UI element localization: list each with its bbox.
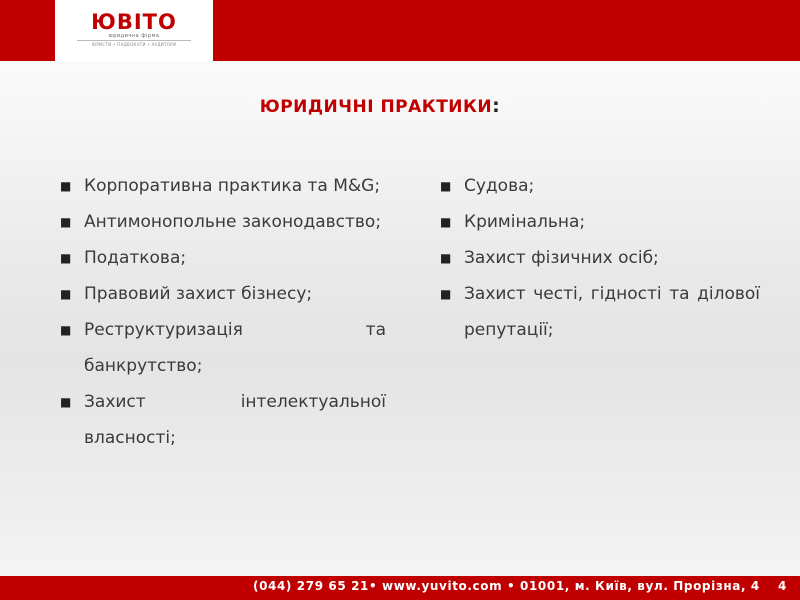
- logo-divider: [77, 40, 191, 41]
- logo-name: ЮВІТО: [91, 10, 177, 34]
- bullet-icon: ■: [60, 179, 72, 193]
- list-item-text: Корпоративна практика та M&G;: [84, 176, 381, 196]
- list-item: [60, 312, 386, 384]
- bullet-icon: ■: [440, 179, 452, 193]
- slide-title-text: ЮРИДИЧНІ ПРАКТИКИ: [259, 97, 493, 117]
- list-item: [440, 276, 760, 348]
- list-item-text: Судова;: [464, 176, 535, 196]
- bullet-icon: ■: [60, 287, 72, 301]
- bullet-icon: ■: [60, 395, 72, 409]
- list-item-text: Захист фізичних осіб;: [464, 248, 659, 268]
- list-item: [440, 240, 760, 276]
- bullet-icon: ■: [60, 215, 72, 229]
- list-item-text: Кримінальна;: [464, 212, 586, 232]
- list-item: [60, 240, 386, 276]
- list-item: [60, 384, 386, 456]
- bullet-icon: ■: [60, 251, 72, 265]
- logo-subtitle: юридична фірма: [108, 33, 160, 39]
- list-item-text: Правовий захист бізнесу;: [84, 284, 313, 304]
- list-item: [60, 168, 386, 204]
- list-item: [440, 168, 760, 204]
- slide-title: [0, 95, 760, 117]
- list-item-text: Антимонопольне законодавство;: [84, 212, 382, 232]
- footer-band: [0, 576, 800, 600]
- list-item: [60, 276, 386, 312]
- slide-title-colon: :: [492, 95, 501, 117]
- practice-list-right: [440, 168, 760, 348]
- list-item: [440, 204, 760, 240]
- bullet-icon: ■: [440, 287, 452, 301]
- bullet-icon: ■: [60, 323, 72, 337]
- page-number: 4: [778, 579, 787, 593]
- list-item-text: Захист інтелектуальної власності;: [84, 392, 386, 448]
- bullet-icon: ■: [440, 215, 452, 229]
- footer-contact[interactable]: (044) 279 65 21• www.yuvito.com • 01001, м. Київ, вул. Прорізна, 4: [253, 579, 760, 593]
- list-item: [60, 204, 386, 240]
- logo-tagline: ЮРИСТИ • ПАДВОКАТИ • АУДИТОРИ: [91, 42, 177, 47]
- list-item-text: Захист честі, гідності та ділової репутації;: [464, 284, 760, 340]
- list-item-text: Податкова;: [84, 248, 187, 268]
- list-item-text: Реструктуризація та банкрутство;: [84, 320, 386, 376]
- practice-list-left: [60, 168, 386, 456]
- company-logo[interactable]: [55, 0, 213, 61]
- bullet-icon: ■: [440, 251, 452, 265]
